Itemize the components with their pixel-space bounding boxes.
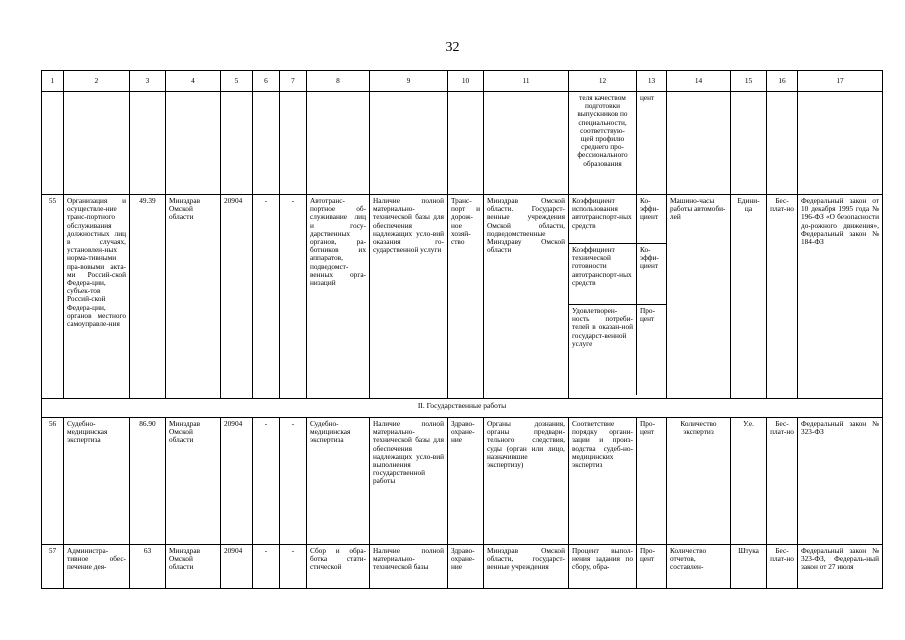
- row-number: 56: [42, 418, 64, 545]
- table-cell: [166, 92, 221, 195]
- volume-indicator: Машино-часы работы автомоби-лей: [667, 195, 731, 399]
- table-cell: [448, 92, 484, 195]
- payment: Бес-плат-но: [767, 418, 798, 545]
- consumers: Минздрав Омской области, государст-венные учреждения: [484, 545, 569, 589]
- header-cell: 4: [166, 71, 221, 92]
- header-cell: 12: [569, 71, 637, 92]
- col7: -: [280, 418, 307, 545]
- indicator-unit: Ко-эффи-циент: [640, 196, 659, 222]
- indicator-unit: Про-цент: [637, 545, 667, 589]
- indicator-name: Удовлетворен-ность потреби-телей в оказан-ной государст-венной услуге: [569, 305, 637, 395]
- indicator-name: Коэффициент использования автотранспорт-ных средств: [569, 195, 637, 243]
- header-cell: 7: [280, 71, 307, 92]
- header-cell: 3: [130, 71, 166, 92]
- conditions: Наличие полной материально-технической базы: [370, 545, 448, 589]
- header-cell: 11: [484, 71, 569, 92]
- indicator-name: Коэффициент технической готовности автотранспорт-ных средств: [569, 244, 637, 304]
- legal-basis: Федеральный закон № 323-ФЗ, Федераль-ный закон от 27 июля: [798, 545, 883, 589]
- content: Судебно-медицинская экспертиза: [307, 418, 370, 545]
- legal-basis: Федеральный закон от 10 декабря 1995 года № 196-ФЗ «О безопасности до-рожного движения», Федеральный закон № 184-ФЗ: [798, 195, 883, 399]
- table-cell: [280, 92, 307, 195]
- row-number: 55: [42, 195, 64, 399]
- indicator-name: Соответствие порядку органи-зации и произ-водства судеб-но-медицинских экспертиз: [569, 418, 637, 545]
- table-cell: [767, 92, 798, 195]
- header-cell: 9: [370, 71, 448, 92]
- payment: Бес-плат-но: [767, 195, 798, 399]
- indicator-unit: Ко-эффи-циент: [640, 245, 659, 271]
- table-row-56: [42, 418, 883, 545]
- authority: Минздрав Омской области: [166, 418, 221, 545]
- consumers: Минздрав Омской области. Государст-венные учреждения Омской области, подведомственные Минздраву Омской области: [484, 195, 569, 399]
- header-cell: 2: [64, 71, 130, 92]
- header-cell: 17: [798, 71, 883, 92]
- okved-code: 63: [130, 545, 166, 589]
- conditions: Наличие полной материально-технической базы для обеспечения надлежащих усло-вий выполнения государственной работы: [370, 418, 448, 545]
- header-cell: 8: [307, 71, 370, 92]
- row-number: 57: [42, 545, 64, 589]
- code: 20904: [221, 545, 253, 589]
- authority: Минздрав Омской области: [166, 195, 221, 399]
- table-row-57: [42, 545, 883, 589]
- table-cell: [731, 92, 767, 195]
- page-number: 32: [445, 40, 460, 55]
- header-cell: 10: [448, 71, 484, 92]
- col7: -: [280, 195, 307, 399]
- table-cell: [253, 92, 280, 195]
- sector: Здраво-охране-ние: [448, 418, 484, 545]
- unit-cell: цент: [637, 92, 667, 195]
- volume-unit: У.е.: [731, 418, 767, 545]
- sector: Транс-порт и дорож-ное хозяй-ство: [448, 195, 484, 399]
- code: 20904: [221, 195, 253, 399]
- section-heading: II. Государственные работы: [42, 399, 883, 418]
- indicator-cell: теля качеством подготовки выпускников по специальности, соответствую- щей профилю среднего про- фессионального образования: [569, 92, 637, 195]
- payment: Бес-плат-но: [767, 545, 798, 589]
- header-cell: 5: [221, 71, 253, 92]
- authority: Минздрав Омской области: [166, 545, 221, 589]
- table-cell: [64, 92, 130, 195]
- table-cell: [798, 92, 883, 195]
- okved-code: 49.39: [130, 195, 166, 399]
- volume-indicator: Количество экспертиз: [667, 418, 731, 545]
- content: Сбор и обра-ботка стати-стической: [307, 545, 370, 589]
- services-table: [41, 70, 883, 589]
- indicator-unit: Про-цент: [640, 306, 655, 324]
- service-name: Администра-тивное обес-печение дея-: [64, 545, 130, 589]
- col6: -: [253, 195, 280, 399]
- col6: -: [253, 418, 280, 545]
- table-cell: [484, 92, 569, 195]
- header-cell: 1: [42, 71, 64, 92]
- code: 20904: [221, 418, 253, 545]
- service-name: Судебно-медицинская экспертиза: [64, 418, 130, 545]
- content: Автотранс-портное об-служивание лиц и госу-дарственных органов, ра-ботников их аппаратов, подведомст-венных орга-низаций: [307, 195, 370, 399]
- table-cell: [370, 92, 448, 195]
- indicator-name: Процент выпол-нения задания по сбору, обра-: [569, 545, 637, 589]
- col7: -: [280, 545, 307, 589]
- table-cell: [130, 92, 166, 195]
- table-cell: [42, 92, 64, 195]
- header-cell: 13: [637, 71, 667, 92]
- indicator-unit: Про-цент: [637, 418, 667, 545]
- header-cell: 14: [667, 71, 731, 92]
- sector: Здраво-охране-ние: [448, 545, 484, 589]
- header-cell: 6: [253, 71, 280, 92]
- table-cell: [667, 92, 731, 195]
- consumers: Органы дознания, органы предвари-тельного следствия, суды (орган или лицо, назначившие экспертизу): [484, 418, 569, 545]
- section-heading-row: [42, 399, 883, 418]
- volume-indicator: Количество отчетов, составлен-: [667, 545, 731, 589]
- col6: -: [253, 545, 280, 589]
- okved-code: 86.90: [130, 418, 166, 545]
- table-cell: [221, 92, 253, 195]
- header-cell: 16: [767, 71, 798, 92]
- table-row-continuation: [42, 92, 883, 195]
- header-row: [42, 71, 883, 92]
- service-name: Организация и осуществле-ние транс-портного обслуживания должностных лиц в случаях, установлен-ных норма-тивными пра-вовыми акта-ми Россий-ской Федера-ции, субъек-тов Россий-ской Федера-ции, органов местного самоуправле-ния: [64, 195, 130, 399]
- header-cell: 15: [731, 71, 767, 92]
- table-cell: [307, 92, 370, 195]
- quality-indicators: [569, 195, 667, 399]
- table-row-55: [42, 195, 883, 399]
- conditions: Наличие полной материально-технической базы для обеспечения надлежащих усло-вий оказания го-сударственной услуги: [370, 195, 448, 399]
- volume-unit: Штука: [731, 545, 767, 589]
- legal-basis: Федеральный закон № 323-ФЗ: [798, 418, 883, 545]
- volume-unit: Едини-ца: [731, 195, 767, 399]
